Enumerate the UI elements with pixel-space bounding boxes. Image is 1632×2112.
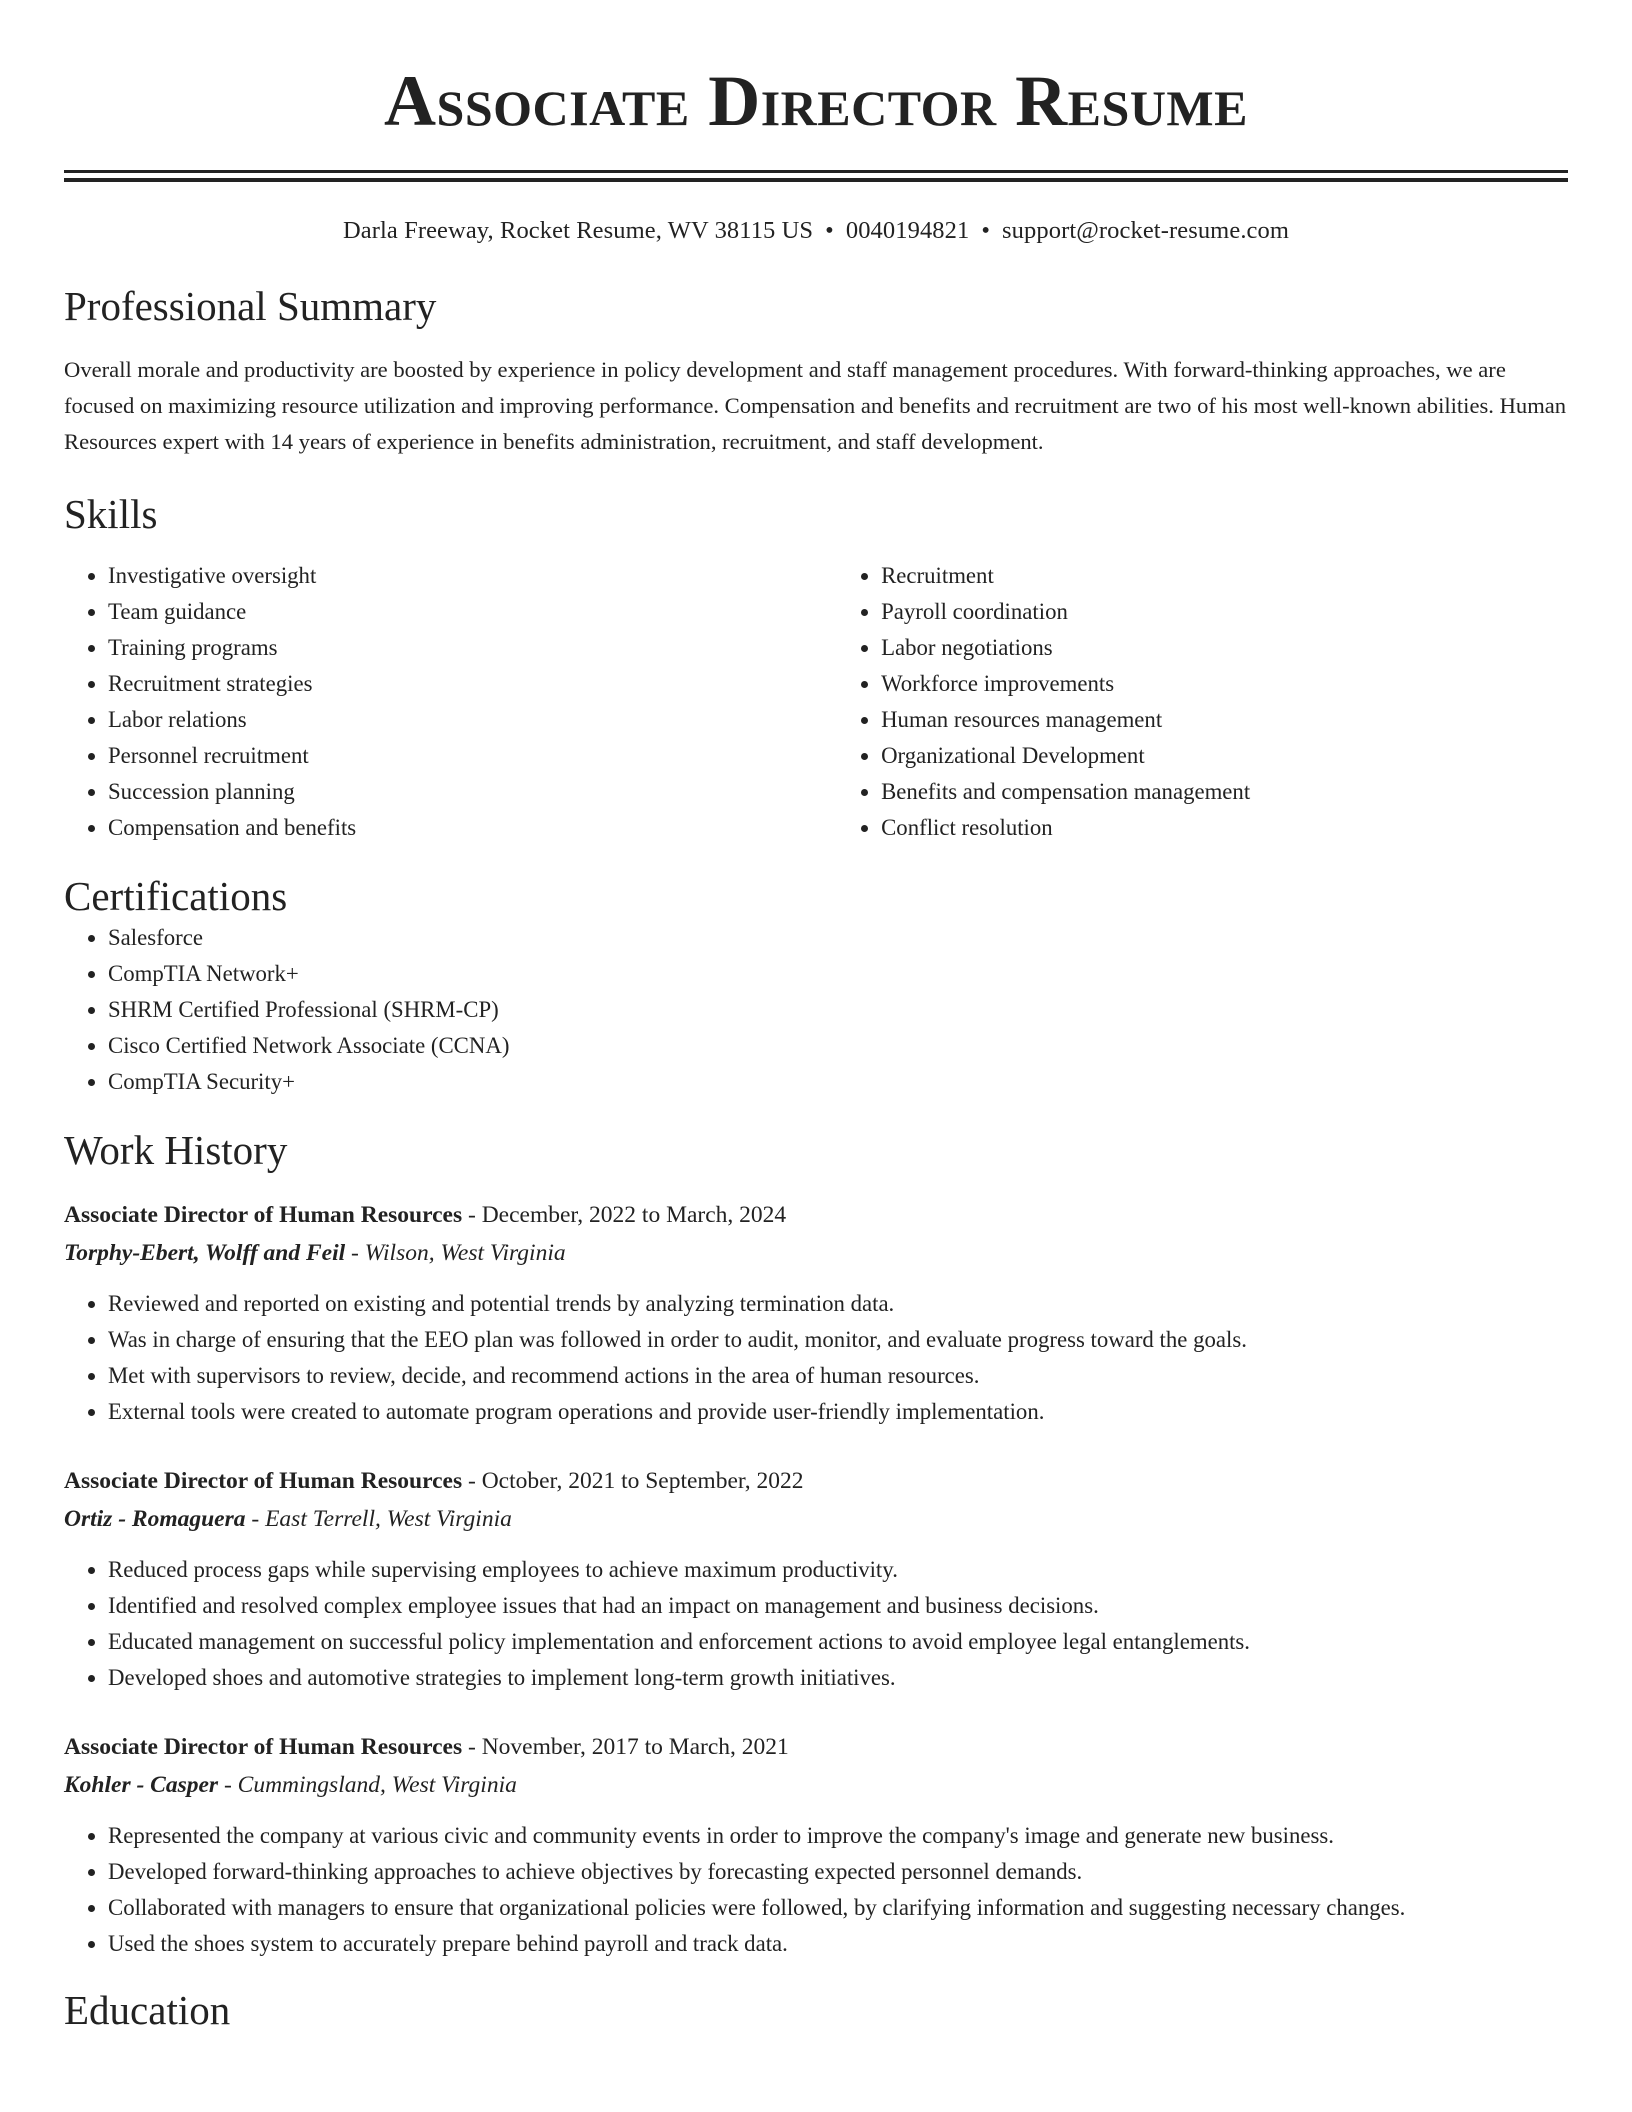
certifications-list [64, 920, 1568, 1100]
job-title-line [64, 1196, 1568, 1234]
job-entry [64, 1462, 1568, 1696]
skill-item: • Benefits and compensation management [881, 774, 1568, 810]
job-duty: • Represented the company at various civic and community events in order to improve the company's image and generate new business. [108, 1818, 1568, 1854]
work-history-heading: Work History [64, 1127, 288, 1173]
job-duties-list [64, 1552, 1568, 1696]
company-location: - East Terrell, West Virginia [245, 1506, 512, 1532]
certification-item: • Salesforce [108, 920, 1568, 956]
contact-line [64, 216, 1568, 246]
job-title-line [64, 1462, 1568, 1500]
skill-item: • Team guidance [108, 594, 837, 630]
education-heading: Education [64, 1987, 231, 2033]
job-duties-list [64, 1818, 1568, 1962]
certification-item: • CompTIA Security+ [108, 1064, 1568, 1100]
contact-phone: 0040194821 [845, 217, 970, 244]
skill-item: • Conflict resolution [881, 810, 1568, 846]
company-location: - Cummingsland, West Virginia [218, 1772, 517, 1798]
company-line [64, 1500, 1568, 1538]
company-line [64, 1766, 1568, 1804]
job-entry [64, 1196, 1568, 1430]
skills-column-right [837, 558, 1568, 846]
skill-item: • Labor relations [108, 702, 837, 738]
contact-separator: • [825, 217, 834, 244]
job-title-line [64, 1728, 1568, 1766]
company-name: Kohler - Casper [64, 1772, 219, 1798]
job-duty: • Identified and resolved complex employee issues that had an impact on management and business decisions. [108, 1588, 1568, 1624]
summary-heading: Professional Summary [64, 283, 437, 329]
divider-line-bottom [64, 178, 1568, 182]
skills-heading: Skills [64, 491, 158, 537]
summary-text: Overall morale and productivity are boosted by experience in policy development and staff management procedures. With forward-thinking approaches, we are focused on maximizing resource utilization and improving performance. Compensation and benefits and recruitment are two of his most well-known abilities. Human Resources expert with 14 years of experience in benefits administration, recruitment, and staff development. [64, 357, 1567, 454]
job-duty: • Reviewed and reported on existing and potential trends by analyzing termination data. [108, 1286, 1568, 1322]
certification-item: • Cisco Certified Network Associate (CCNA) [108, 1028, 1568, 1064]
skill-item: • Human resources management [881, 702, 1568, 738]
skill-item: • Personnel recruitment [108, 738, 837, 774]
skills-list [64, 558, 1568, 846]
job-duty: • Reduced process gaps while supervising employees to achieve maximum productivity. [108, 1552, 1568, 1588]
job-title: Associate Director of Human Resources [64, 1202, 463, 1228]
job-duty: • Used the shoes system to accurately prepare behind payroll and track data. [108, 1926, 1568, 1962]
company-location: - Wilson, West Virginia [345, 1240, 566, 1266]
job-duties-list [64, 1286, 1568, 1430]
skill-item: • Recruitment [881, 558, 1568, 594]
page-title: Associate Director Resume [384, 61, 1248, 141]
skill-item: • Labor negotiations [881, 630, 1568, 666]
job-dates: - October, 2021 to September, 2022 [462, 1468, 804, 1494]
skills-column-left [64, 558, 837, 846]
job-duty: • Was in charge of ensuring that the EEO plan was followed in order to audit, monitor, and evaluate progress toward the goals. [108, 1322, 1568, 1358]
skill-item: • Workforce improvements [881, 666, 1568, 702]
job-duty: • Educated management on successful policy implementation and enforcement actions to avoid employee legal entanglements. [108, 1624, 1568, 1660]
certification-item: • SHRM Certified Professional (SHRM-CP) [108, 992, 1568, 1028]
skill-item: • Succession planning [108, 774, 837, 810]
company-name: Torphy-Ebert, Wolff and Feil [64, 1240, 346, 1266]
skill-item: • Recruitment strategies [108, 666, 837, 702]
contact-separator: • [981, 217, 991, 244]
job-duty: • Collaborated with managers to ensure that organizational policies were followed, by clarifying information and suggesting necessary changes. [108, 1890, 1568, 1926]
certification-item: • CompTIA Network+ [108, 956, 1568, 992]
company-name: Ortiz - Romaguera [64, 1506, 246, 1532]
company-line [64, 1234, 1568, 1272]
job-duty: • External tools were created to automate program operations and provide user-friendly implementation. [108, 1394, 1568, 1430]
job-duty: • Developed forward-thinking approaches to achieve objectives by forecasting expected personnel demands. [108, 1854, 1568, 1890]
skill-item: • Compensation and benefits [108, 810, 837, 846]
title-divider [64, 170, 1568, 182]
resume-page [64, 0, 1568, 2034]
job-dates: - November, 2017 to March, 2021 [462, 1734, 789, 1760]
contact-email: support@rocket-resume.com [1002, 217, 1290, 244]
certifications-heading: Certifications [64, 873, 288, 919]
job-title: Associate Director of Human Resources [64, 1468, 463, 1494]
job-entry [64, 1728, 1568, 1962]
job-duty: • Met with supervisors to review, decide, and recommend actions in the area of human resources. [108, 1358, 1568, 1394]
skill-item: • Training programs [108, 630, 837, 666]
skill-item: • Investigative oversight [108, 558, 837, 594]
contact-address: Darla Freeway, Rocket Resume, WV 38115 US [342, 217, 814, 244]
skill-item: • Organizational Development [881, 738, 1568, 774]
job-dates: - December, 2022 to March, 2024 [462, 1202, 787, 1228]
job-title: Associate Director of Human Resources [64, 1734, 463, 1760]
job-duty: • Developed shoes and automotive strategies to implement long-term growth initiatives. [108, 1660, 1568, 1696]
skill-item: • Payroll coordination [881, 594, 1568, 630]
